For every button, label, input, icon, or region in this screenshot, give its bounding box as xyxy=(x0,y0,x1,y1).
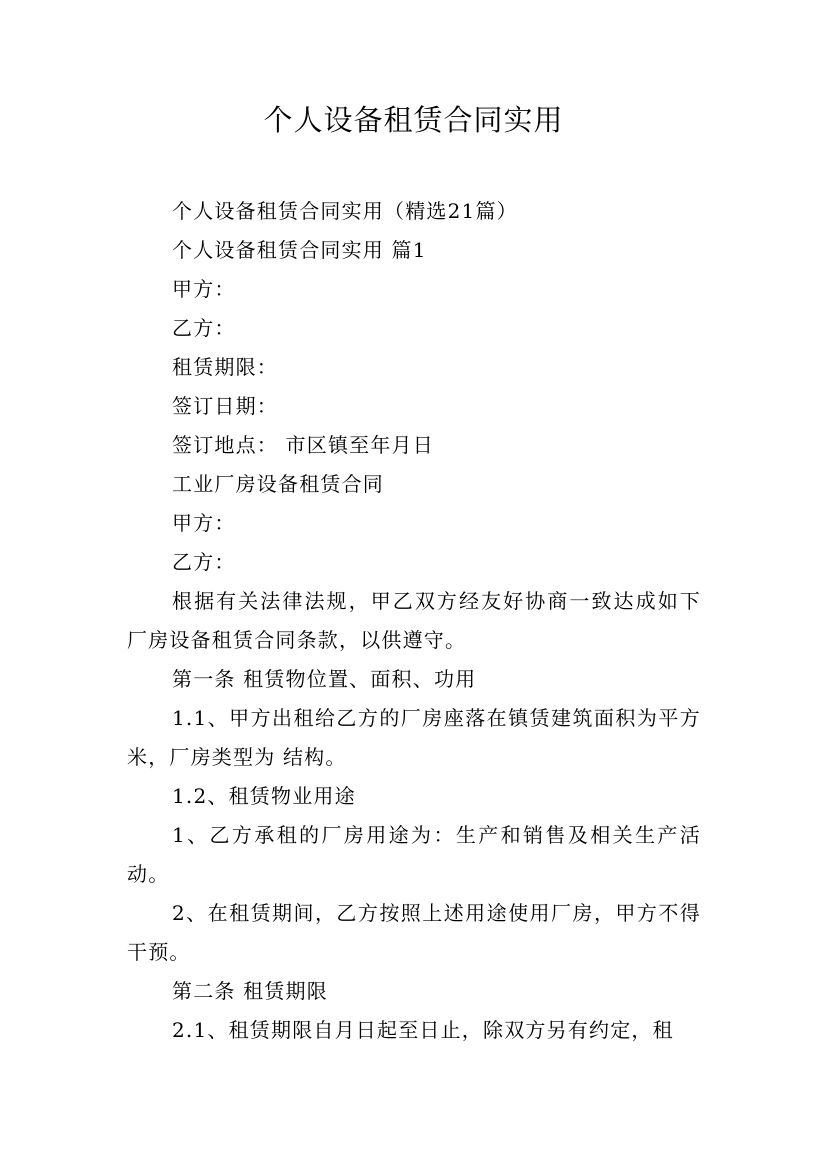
paragraph-clause-2-1: 2.1、租赁期限自月日起至日止，除双方另有约定，租 xyxy=(172,1018,674,1042)
paragraph-item-1: 1、乙方承租的厂房用途为：生产和销售及相关生产活动。 xyxy=(127,823,701,886)
document-body xyxy=(127,192,701,1050)
paragraph-lease-term: 租赁期限： xyxy=(172,355,278,379)
paragraph-signing-place: 签订地点： 市区镇至年月日 xyxy=(172,433,434,457)
paragraph-article-2: 第二条 租赁期限 xyxy=(172,979,328,1003)
paragraph-party-b: 乙方： xyxy=(172,316,236,340)
paragraph-item-2: 2、在租赁期间，乙方按照上述用途使用厂房，甲方不得干预。 xyxy=(127,901,701,964)
paragraph-preamble: 根据有关法律法规，甲乙双方经友好协商一致达成如下厂房设备租赁合同条款，以供遵守。 xyxy=(127,589,701,652)
paragraph-contract-name: 工业厂房设备租赁合同 xyxy=(172,472,384,496)
paragraph-article-1: 第一条 租赁物位置、面积、功用 xyxy=(172,667,477,691)
paragraph-clause-1-2: 1.2、租赁物业用途 xyxy=(172,784,356,808)
paragraph-subtitle: 个人设备租赁合同实用（精选21篇） xyxy=(172,199,518,223)
paragraph-party-a-2: 甲方： xyxy=(172,511,236,535)
document-title: 个人设备租赁合同实用 xyxy=(263,103,564,137)
paragraph-section-heading: 个人设备租赁合同实用 篇1 xyxy=(172,238,427,262)
paragraph-clause-1-1: 1.1、甲方出租给乙方的厂房座落在镇赁建筑面积为平方米，厂房类型为 结构。 xyxy=(127,706,701,769)
paragraph-party-b-2: 乙方： xyxy=(172,550,236,574)
paragraph-party-a: 甲方： xyxy=(172,277,236,301)
paragraph-signing-date: 签订日期： xyxy=(172,394,278,418)
